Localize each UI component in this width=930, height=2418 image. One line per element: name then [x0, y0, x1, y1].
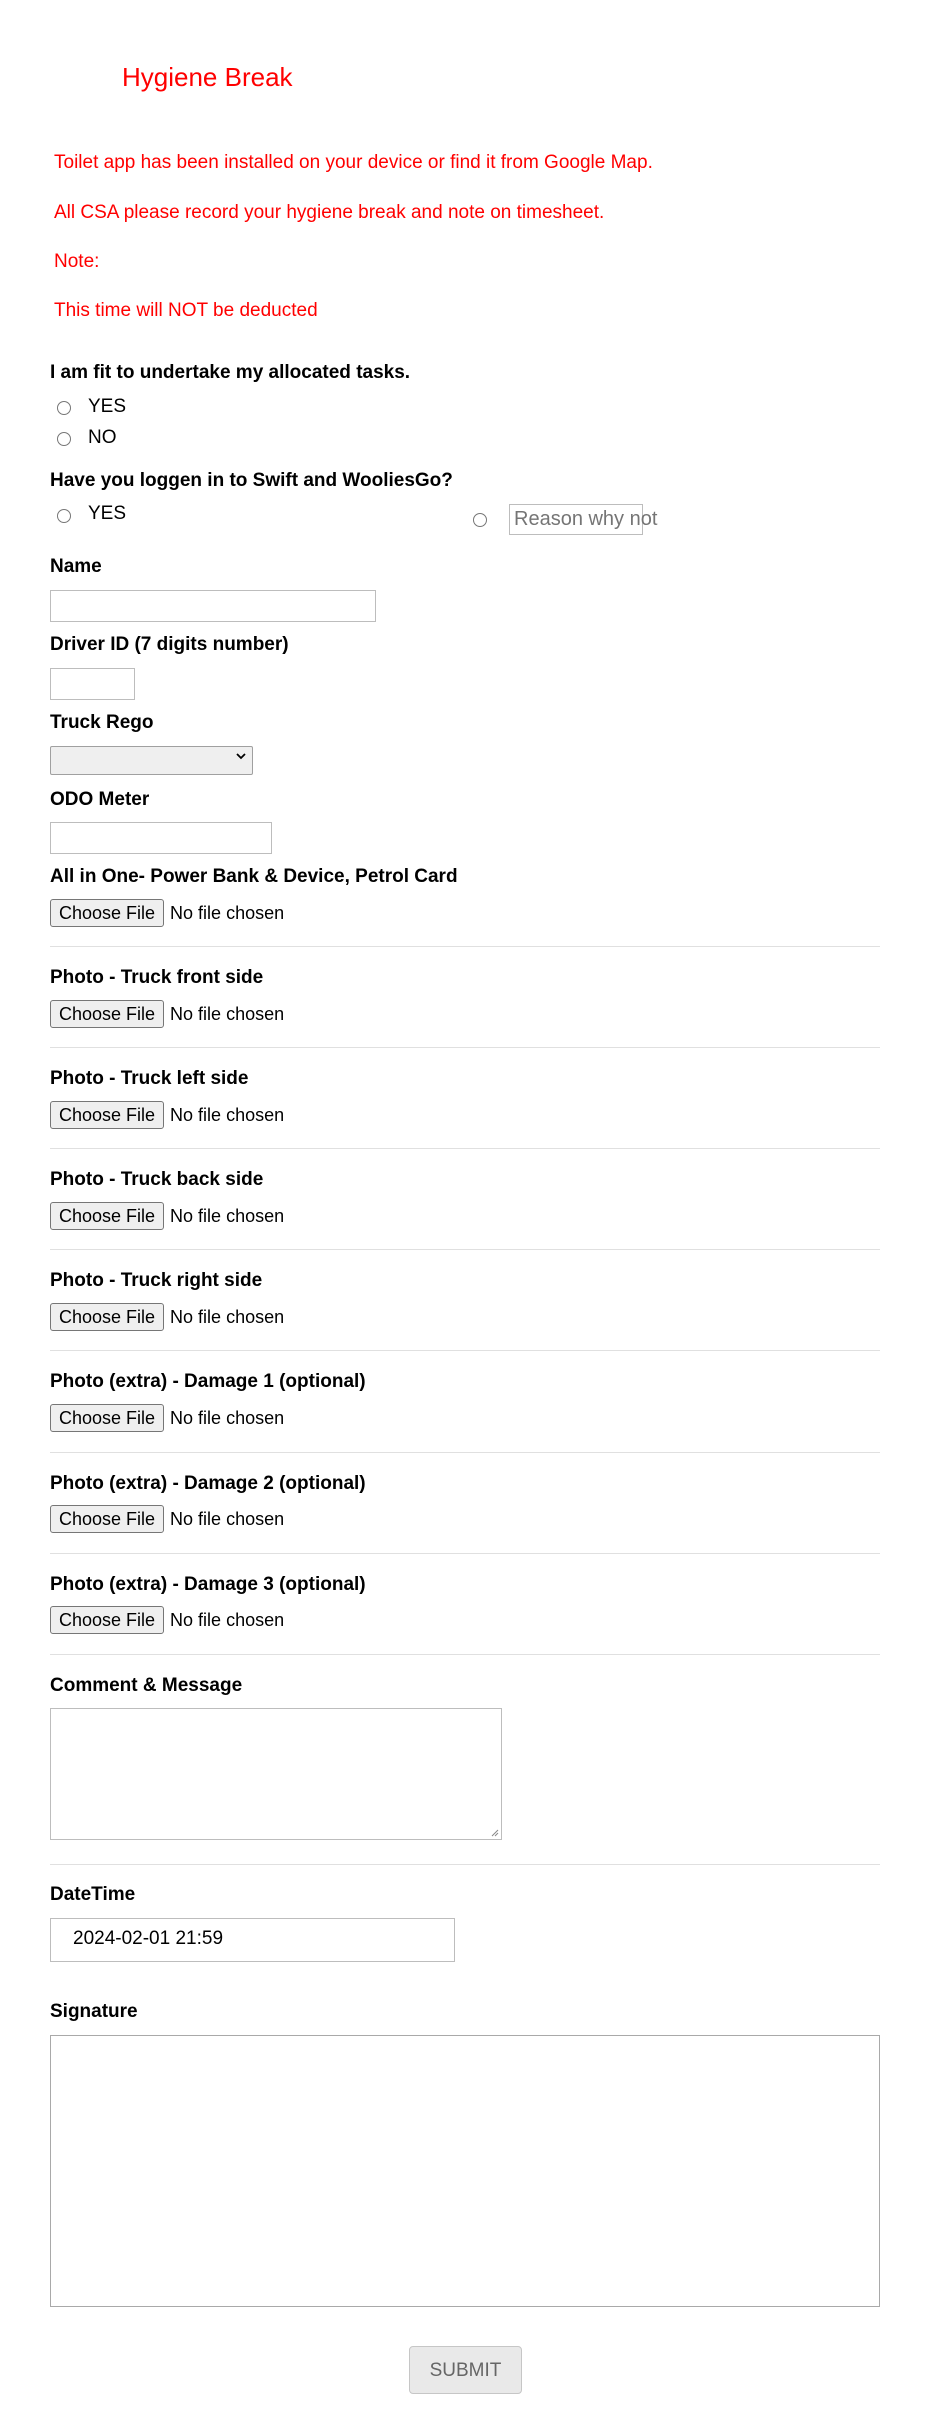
file-status: No file chosen: [170, 1205, 285, 1226]
chevron-down-icon: [236, 751, 246, 761]
datetime-input[interactable]: 2024-02-01 21:59: [50, 1918, 455, 1962]
driver-id-input[interactable]: [50, 668, 135, 700]
upload-label: Photo (extra) - Damage 1 (optional): [50, 1371, 366, 1392]
radio-circle-icon: [57, 509, 71, 523]
login-question-label: Have you loggen in to Swift and WooliesGo?: [50, 470, 453, 491]
upload-row: [50, 1606, 284, 1634]
choose-file-button[interactable]: Choose File: [50, 1505, 164, 1533]
odo-input[interactable]: [50, 822, 272, 854]
resize-grip-icon[interactable]: [490, 1828, 499, 1837]
upload-row: [50, 1505, 284, 1533]
upload-row: [50, 1202, 284, 1230]
fit-no-label: NO: [88, 427, 117, 448]
choose-file-button[interactable]: Choose File: [50, 1303, 164, 1331]
comment-label: Comment & Message: [50, 1675, 243, 1696]
divider: [50, 1864, 880, 1865]
file-status: No file chosen: [170, 1104, 285, 1125]
radio-circle-icon: [57, 401, 71, 415]
choose-file-button[interactable]: Choose File: [50, 1101, 164, 1129]
notice-text: This time will NOT be deducted: [54, 300, 318, 321]
fit-yes-radio[interactable]: [57, 401, 71, 415]
datetime-label: DateTime: [50, 1884, 136, 1905]
divider: [50, 1249, 880, 1250]
upload-row: [50, 1101, 284, 1129]
divider: [50, 1452, 880, 1453]
divider: [50, 1553, 880, 1554]
file-status: No file chosen: [170, 902, 285, 923]
submit-button[interactable]: SUBMIT: [409, 2346, 522, 2394]
comment-textarea[interactable]: [50, 1708, 502, 1840]
upload-label: Photo - Truck front side: [50, 967, 264, 988]
upload-label: Photo (extra) - Damage 2 (optional): [50, 1473, 366, 1494]
notice-text: All CSA please record your hygiene break and note on timesheet.: [54, 202, 605, 223]
upload-row: [50, 899, 284, 927]
upload-label: Photo - Truck left side: [50, 1068, 249, 1089]
fit-no-radio[interactable]: [57, 432, 71, 446]
login-yes-radio[interactable]: [57, 509, 71, 523]
choose-file-button[interactable]: Choose File: [50, 1000, 164, 1028]
divider: [50, 1148, 880, 1149]
file-status: No file chosen: [170, 1407, 285, 1428]
name-input[interactable]: [50, 590, 376, 622]
file-status: No file chosen: [170, 1508, 285, 1529]
divider: [50, 1654, 880, 1655]
file-status: No file chosen: [170, 1609, 285, 1630]
login-no-radio[interactable]: [473, 513, 487, 527]
upload-label: Photo - Truck back side: [50, 1169, 264, 1190]
page-title: Hygiene Break: [122, 62, 293, 92]
name-label: Name: [50, 556, 102, 577]
fit-yes-label: YES: [88, 396, 127, 417]
choose-file-button[interactable]: Choose File: [50, 1606, 164, 1634]
notice-text: Note:: [54, 251, 100, 272]
signature-pad[interactable]: [50, 2035, 880, 2307]
radio-circle-icon: [473, 513, 487, 527]
choose-file-button[interactable]: Choose File: [50, 899, 164, 927]
upload-row: [50, 1303, 284, 1331]
divider: [50, 1350, 880, 1351]
upload-label: Photo - Truck right side: [50, 1270, 263, 1291]
truck-rego-select[interactable]: [50, 746, 253, 775]
login-yes-label: YES: [88, 503, 127, 524]
odo-label: ODO Meter: [50, 789, 150, 810]
file-status: No file chosen: [170, 1003, 285, 1024]
upload-label: All in One- Power Bank & Device, Petrol Card: [50, 866, 458, 887]
file-status: No file chosen: [170, 1306, 285, 1327]
divider: [50, 946, 880, 947]
choose-file-button[interactable]: Choose File: [50, 1202, 164, 1230]
choose-file-button[interactable]: Choose File: [50, 1404, 164, 1432]
divider: [50, 1047, 880, 1048]
upload-row: [50, 1000, 284, 1028]
upload-row: [50, 1404, 284, 1432]
signature-label: Signature: [50, 2001, 138, 2022]
reason-why-not-input[interactable]: Reason why not: [509, 504, 643, 535]
upload-label: Photo (extra) - Damage 3 (optional): [50, 1574, 366, 1595]
fit-question-label: I am fit to undertake my allocated tasks.: [50, 362, 411, 383]
notice-text: Toilet app has been installed on your device or find it from Google Map.: [54, 152, 653, 173]
driver-id-label: Driver ID (7 digits number): [50, 634, 289, 655]
truck-rego-label: Truck Rego: [50, 712, 154, 733]
radio-circle-icon: [57, 432, 71, 446]
